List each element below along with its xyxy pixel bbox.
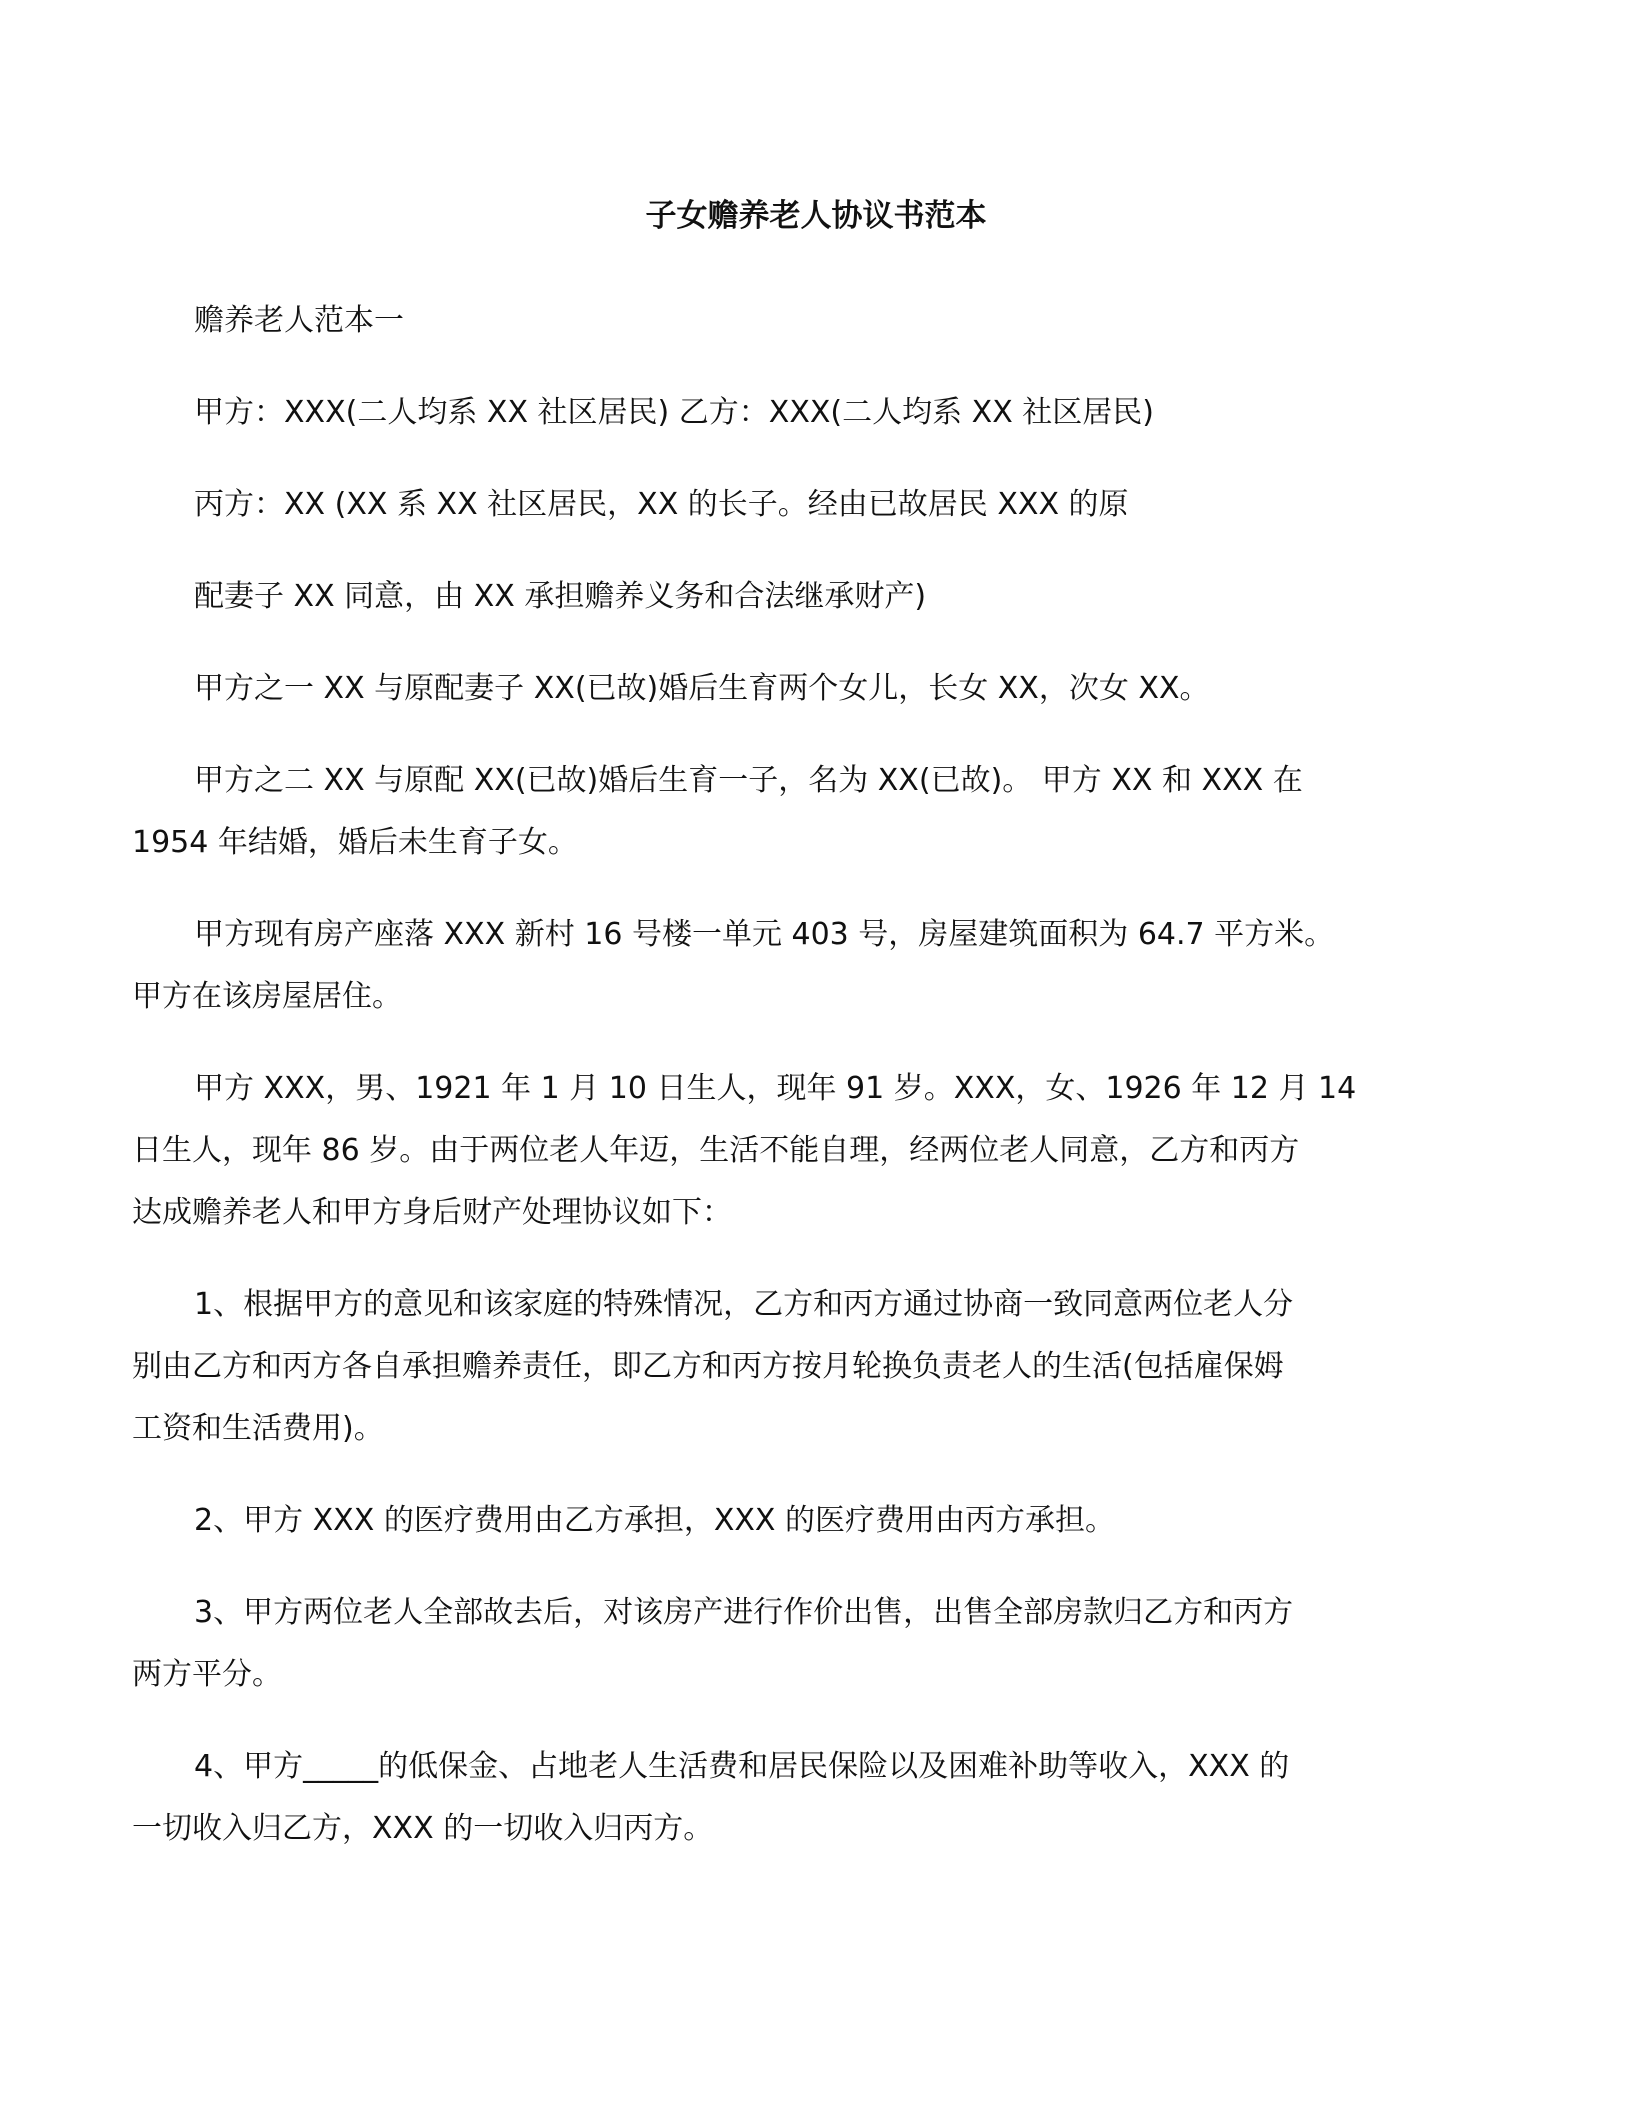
paragraph-clause-3 [194,1582,1428,1644]
paragraph-line: 工资和生活费用)。 [132,1411,384,1446]
paragraph-line: 甲方：XXX(二人均系 XX 社区居民) 乙方：XXX(二人均系 XX 社区居民) [194,395,1155,430]
paragraph-line: 赡养老人范本一 [194,303,404,338]
paragraph-line: 甲方 XXX，男、1921 年 1 月 10 日生人，现年 91 岁。XXX，女、1926 年 12 月 14 [194,1071,1357,1106]
paragraph-party-a-two [194,750,1428,812]
paragraph-party-a-b [194,382,1428,444]
paragraph-line: 1、根据甲方的意见和该家庭的特殊情况，乙方和丙方通过协商一致同意两位老人分 [194,1287,1294,1322]
paragraph-line: 2、甲方 XXX 的医疗费用由乙方承担，XXX 的医疗费用由丙方承担。 [194,1503,1116,1538]
paragraph-clause-2 [194,1490,1428,1552]
paragraph-line: 甲方之二 XX 与原配 XX(已故)婚后生育一子，名为 XX(已故)。 甲方 XX 和 XXX 在 [194,763,1303,798]
paragraph-line: 甲方在该房屋居住。 [132,979,402,1014]
paragraph-elders-info [194,1058,1428,1120]
paragraph-line: 丙方：XX (XX 系 XX 社区居民，XX 的长子。经由已故居民 XXX 的原 [194,487,1129,522]
paragraph-line: 一切收入归乙方，XXX 的一切收入归丙方。 [132,1811,714,1846]
paragraph-line: 3、甲方两位老人全部故去后，对该房产进行作价出售，出售全部房款归乙方和丙方 [194,1595,1294,1630]
paragraph-property [194,904,1428,966]
paragraph-line: 别由乙方和丙方各自承担赡养责任，即乙方和丙方按月轮换负责老人的生活(包括雇保姆 [132,1349,1284,1384]
paragraph-clause-3-cont [132,1644,1366,1706]
paragraph-party-c [194,474,1428,536]
paragraph-sample-heading [194,290,1428,352]
paragraph-clause-4-cont [132,1798,1366,1860]
paragraph-line: 达成赡养老人和甲方身后财产处理协议如下： [132,1195,732,1230]
paragraph-elders-info-cont [132,1120,1366,1244]
paragraph-line: 4、甲方_____的低保金、占地老人生活费和居民保险以及困难补助等收入，XXX 的 [194,1749,1290,1784]
paragraph-party-c-cont [194,566,1428,628]
paragraph-line: 1954 年结婚，婚后未生育子女。 [132,825,578,860]
paragraph-line: 两方平分。 [132,1657,282,1692]
paragraph-party-a-one [194,658,1428,720]
document-title: 子女赡养老人协议书范本 [645,198,987,234]
paragraph-clause-4 [194,1736,1428,1798]
paragraph-property-cont [132,966,1366,1028]
paragraph-clause-1-cont [132,1336,1366,1460]
paragraph-line: 甲方之一 XX 与原配妻子 XX(已故)婚后生育两个女儿，长女 XX，次女 XX。 [194,671,1210,706]
paragraph-line: 配妻子 XX 同意，由 XX 承担赡养义务和合法继承财产) [194,579,927,614]
paragraph-party-a-two-cont [132,812,1366,874]
paragraph-clause-1 [194,1274,1428,1336]
paragraph-line: 日生人，现年 86 岁。由于两位老人年迈，生活不能自理，经两位老人同意，乙方和丙方 [132,1133,1300,1168]
paragraph-line: 甲方现有房产座落 XXX 新村 16 号楼一单元 403 号，房屋建筑面积为 64.7 平方米。 [194,917,1335,952]
